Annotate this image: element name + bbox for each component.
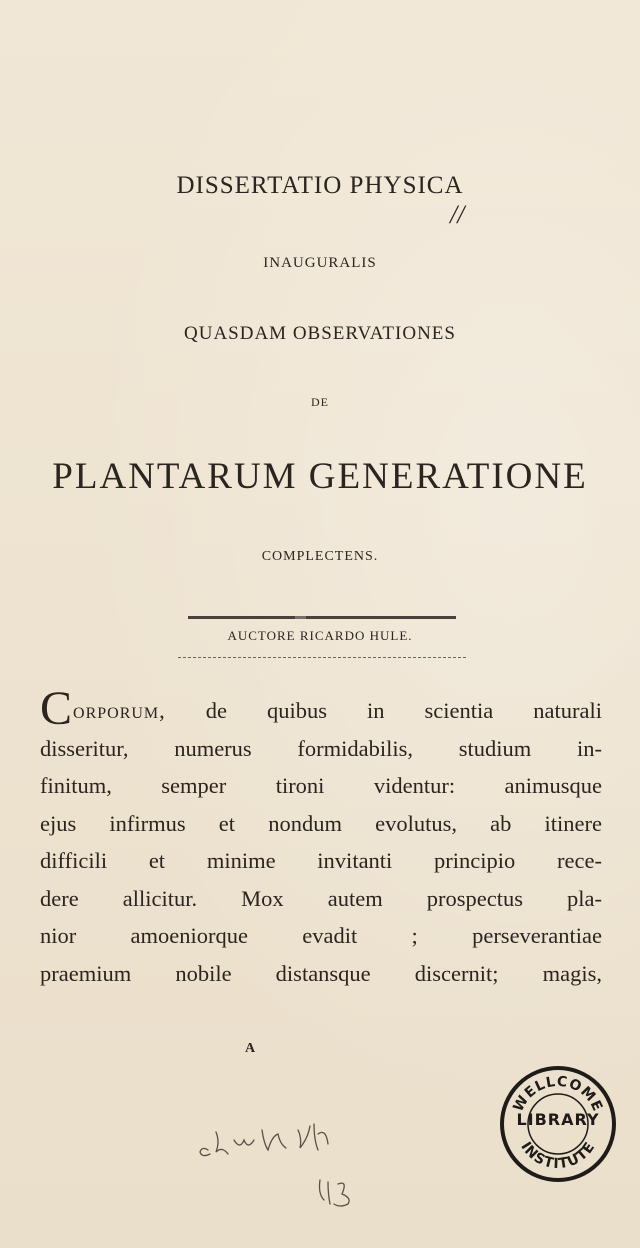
stamp-center-text: LIBRARY — [516, 1110, 600, 1129]
dissertation-title: DISSERTATIO PHYSICA — [176, 172, 464, 199]
body-line: nior amoeniorque evadit ; perseverantiae — [40, 923, 602, 948]
first-word: orporum, — [73, 698, 166, 723]
body-line: difficili et minime invitanti principio rece- — [40, 848, 602, 873]
top-rule — [188, 616, 456, 619]
body-line: ejus infirmus et nondum evolutus, ab itinere — [40, 810, 602, 836]
subtitle-inauguralis: INAUGURALIS — [263, 255, 377, 271]
author-line: AUCTORE RICARDO HULE. — [227, 628, 413, 643]
pen-mark: // — [450, 200, 465, 229]
main-title: PLANTARUM GENERATIONE — [52, 456, 588, 497]
handwritten-annotation — [190, 1110, 370, 1220]
body-line-text: de quibus in scientia naturali — [165, 698, 602, 723]
body-paragraph — [40, 682, 602, 992]
body-line — [40, 682, 602, 735]
stamp-bottom-text: INSTITUTE — [517, 1138, 599, 1173]
subtitle-de: DE — [311, 395, 329, 409]
subtitle-observationes: QUASDAM OBSERVATIONES — [184, 323, 456, 344]
bottom-rule — [178, 657, 466, 658]
body-line: disseritur, numerus formidabilis, studium in- — [40, 735, 602, 761]
drop-cap: C — [40, 682, 73, 735]
stamp-top-text: WELLCOME — [510, 1073, 606, 1115]
subtitle-complectens: COMPLECTENS. — [261, 549, 379, 564]
signature-mark: A — [245, 1041, 256, 1056]
svg-text:INSTITUTE — [517, 1139, 598, 1172]
library-stamp — [498, 1064, 618, 1184]
body-line: finitum, semper tironi videntur: animusque — [40, 773, 602, 798]
body-line: dere allicitur. Mox autem prospectus pla- — [40, 885, 602, 911]
body-line: praemium nobile distansque discernit; magis, — [40, 960, 602, 986]
